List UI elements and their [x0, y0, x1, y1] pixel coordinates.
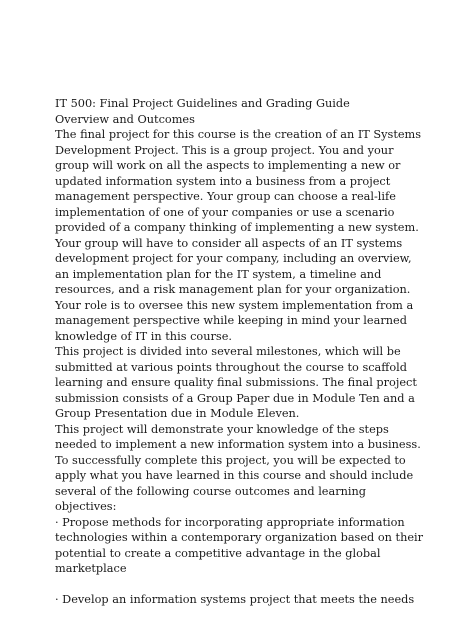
- text-line: Your role is to oversee this new system implementation from a: [55, 298, 414, 312]
- bullet-item: · Develop an information systems project that meets the needs: [55, 593, 415, 606]
- text-line: This project is divided into several milestones, which will be: [55, 345, 401, 358]
- text-line: provided of a company thinking of implementing a new system.: [55, 221, 419, 234]
- text-line: This project will demonstrate your knowledge of the steps: [55, 422, 389, 436]
- section-heading: Overview and Outcomes: [55, 112, 195, 126]
- bullet-item: · Propose methods for incorporating appropriate information: [55, 515, 405, 529]
- text-line: submitted at various points throughout the course to scaffold: [55, 360, 407, 374]
- text-line: knowledge of IT in this course.: [55, 329, 232, 343]
- text-line: needed to implement a new information system into a business.: [55, 438, 421, 451]
- text-line: learning and ensure quality final submissions. The final project: [55, 376, 417, 389]
- blank-line: [55, 577, 445, 593]
- text-line: management perspective while keeping in mind your learned: [55, 314, 407, 327]
- text-line: apply what you have learned in this course and should include: [55, 469, 414, 482]
- text-line: an implementation plan for the IT system, a timeline and: [55, 267, 382, 281]
- text-line: To successfully complete this project, you will be expected to: [55, 453, 406, 467]
- text-line: implementation of one of your companies or use a scenario: [55, 205, 395, 219]
- text-line: objectives:: [55, 500, 117, 513]
- text-line: development project for your company, including an overview,: [55, 252, 412, 265]
- text-line: technologies within a contemporary organization based on their: [55, 531, 424, 544]
- document-body: [55, 96, 445, 608]
- text-line: group will work on all the aspects to implementing a new or: [55, 159, 401, 172]
- text-line: Development Project. This is a group project. You and your: [55, 143, 394, 157]
- text-line: updated information system into a business from a project: [55, 174, 391, 188]
- text-line: Your group will have to consider all aspects of an IT systems: [55, 236, 403, 250]
- text-line: marketplace: [55, 562, 127, 575]
- text-line: potential to create a competitive advantage in the global: [55, 546, 381, 560]
- text-line: several of the following course outcomes and learning: [55, 484, 367, 498]
- document-title: IT 500: Final Project Guidelines and Grading Guide: [55, 97, 350, 110]
- text-line: resources, and a risk management plan for your organization.: [55, 283, 411, 296]
- text-line: The final project for this course is the creation of an IT Systems: [55, 128, 422, 141]
- text-line: Group Presentation due in Module Eleven.: [55, 407, 300, 420]
- text-line: submission consists of a Group Paper due in Module Ten and a: [55, 391, 415, 405]
- text-line: management perspective. Your group can choose a real-life: [55, 190, 396, 203]
